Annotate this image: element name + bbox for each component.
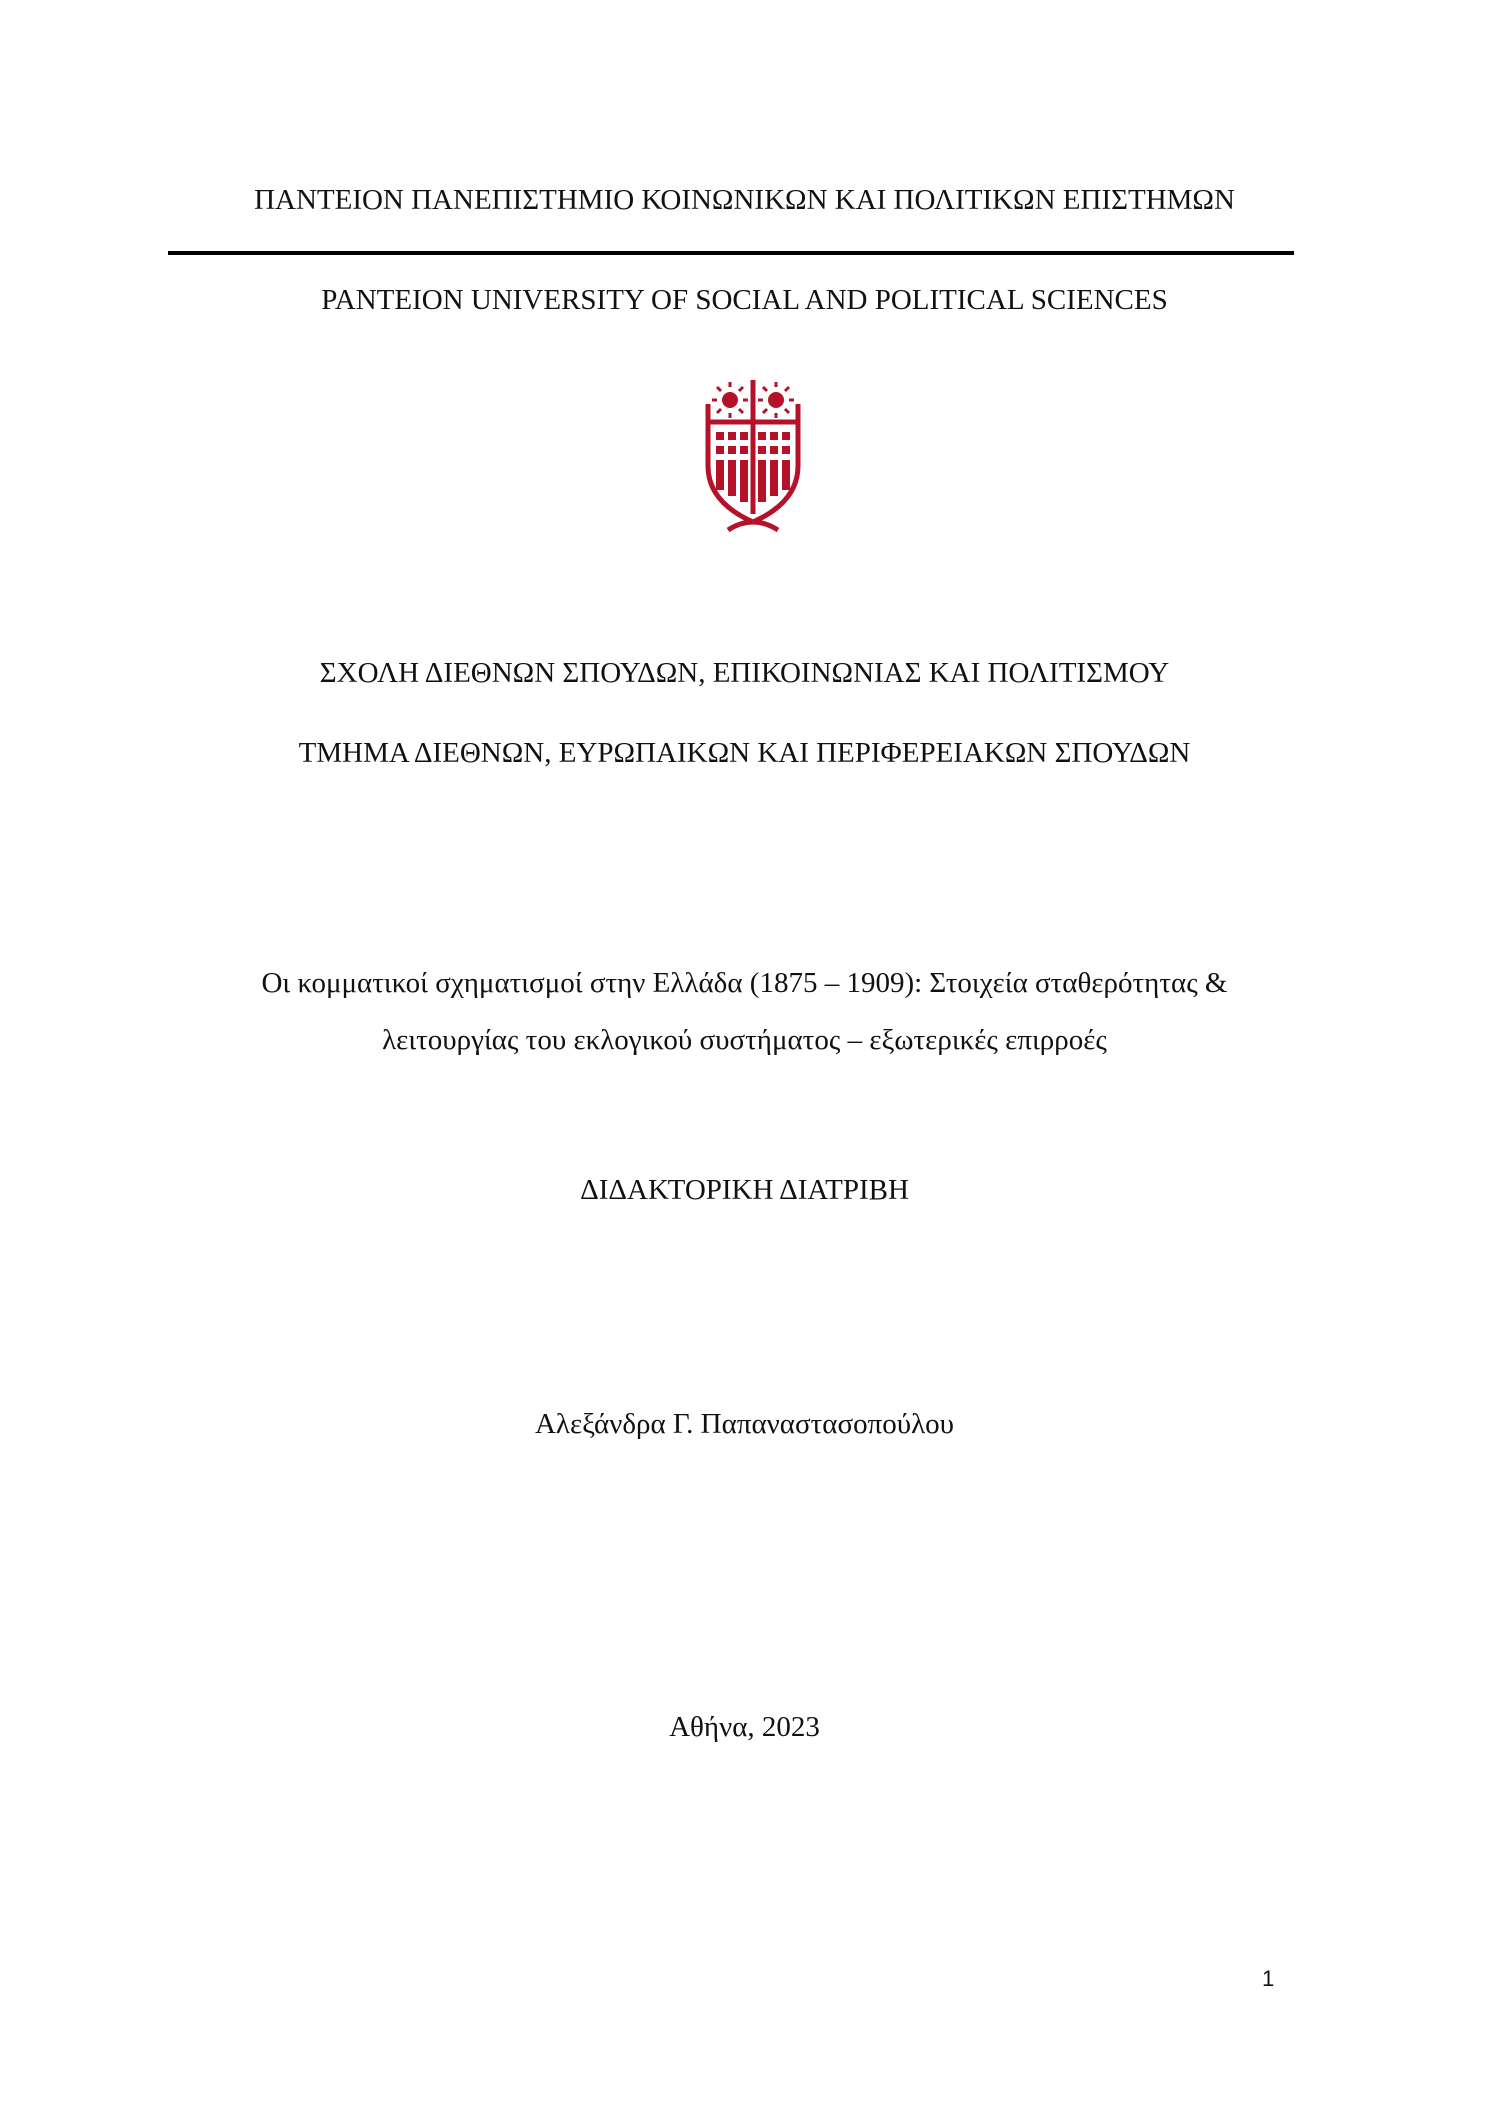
page-number: 1 [1262,1966,1275,1991]
thesis-title-line-2: λειτουργίας του εκλογικού συστήματος – εξωτερικές επιρροές [382,1024,1107,1056]
header-rule [168,251,1294,255]
department-name: ΤΜΗΜΑ ΔΙΕΘΝΩΝ, ΕΥΡΩΠΑΙΚΩΝ ΚΑΙ ΠΕΡΙΦΕΡΕΙΑΚΩΝ ΣΠΟΥΔΩΝ [298,737,1191,769]
place-and-date: Αθήνα, 2023 [669,1711,820,1743]
university-name-english: PANTEION UNIVERSITY OF SOCIAL AND POLITICAL SCIENCES [321,284,1168,316]
university-crest-icon [704,374,802,534]
author-name: Αλεξάνδρα Γ. Παπαναστασοπούλου [534,1408,954,1440]
university-name-greek: ΠΑΝΤΕΙΟΝ ΠΑΝΕΠΙΣΤΗΜΙΟ ΚΟΙΝΩΝΙΚΩΝ ΚΑΙ ΠΟΛΙΤΙΚΩΝ ΕΠΙΣΤΗΜΩΝ [254,184,1235,216]
thesis-title-line-1: Οι κομματικοί σχηματισμοί στην Ελλάδα (1875 – 1909): Στοιχεία σταθερότητας & [261,967,1228,999]
document-type: ΔΙΔΑΚΤΟΡΙΚΗ ΔΙΑΤΡΙΒΗ [580,1174,909,1206]
school-name: ΣΧΟΛΗ ΔΙΕΘΝΩΝ ΣΠΟΥΔΩΝ, ΕΠΙΚΟΙΝΩΝΙΑΣ ΚΑΙ ΠΟΛΙΤΙΣΜΟΥ [319,657,1170,689]
